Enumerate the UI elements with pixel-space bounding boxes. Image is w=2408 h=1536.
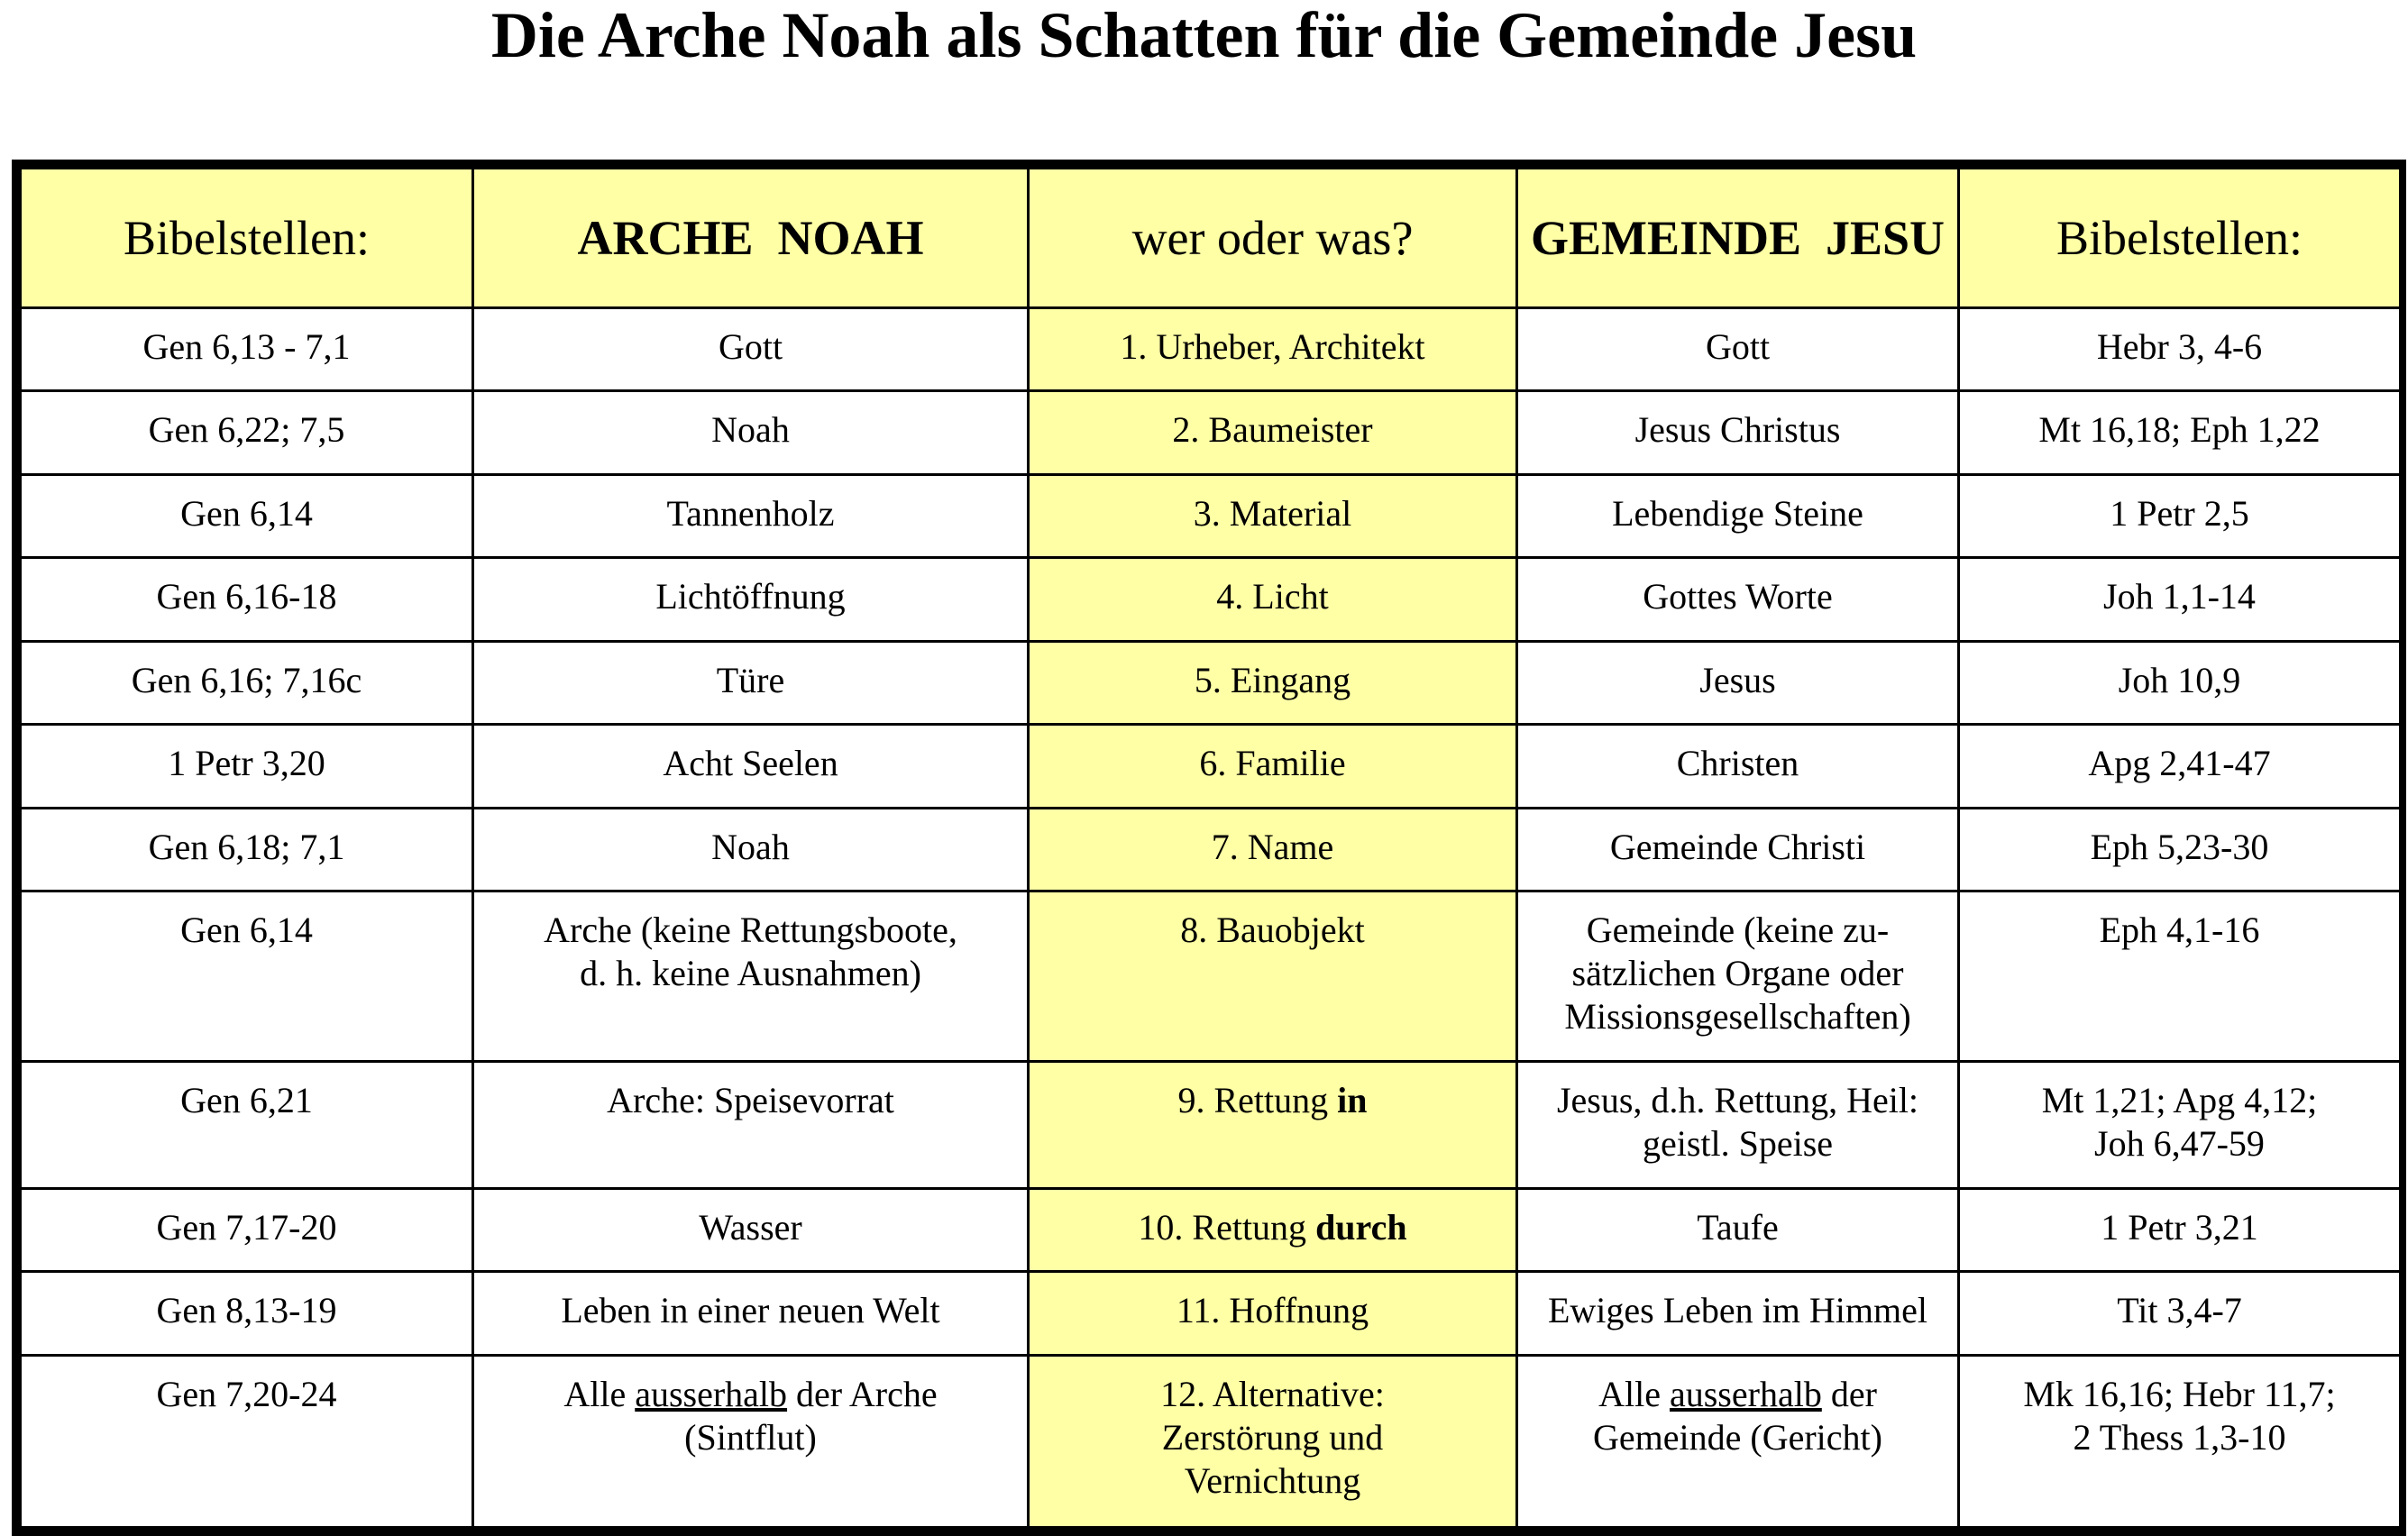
underlined-text: ausserhalb <box>635 1373 788 1414</box>
cell-line: geistl. Speise <box>1642 1123 1834 1165</box>
table-row <box>21 558 2401 641</box>
table-row <box>21 1355 2401 1527</box>
cell-ref-gemeinde: Apg 2,41-47 <box>1959 725 2401 808</box>
cell-line <box>483 1373 1018 1416</box>
cell-gemeinde: Lebendige Steine <box>1517 474 1959 557</box>
cell-arche <box>473 891 1029 1062</box>
cell-ref-gemeinde: 1 Petr 3,21 <box>1959 1188 2401 1271</box>
cell-arche: Arche: Speisevorrat <box>473 1062 1029 1189</box>
header-row <box>21 169 2401 308</box>
cell-what: 3. Material <box>1029 474 1517 557</box>
cell-ref-gemeinde: Eph 4,1-16 <box>1959 891 2401 1062</box>
cell-line: Zerstörung und <box>1161 1416 1384 1458</box>
cell-ref-gemeinde: Joh 1,1-14 <box>1959 558 2401 641</box>
cell-arche: Noah <box>473 391 1029 474</box>
header-wer-oder-was: wer oder was? <box>1029 169 1517 308</box>
cell-arche: Türe <box>473 641 1029 724</box>
cell-ref-arche: Gen 6,18; 7,1 <box>21 808 473 891</box>
cell-line: Missionsgesellschaften) <box>1564 996 1911 1038</box>
cell-line: Arche (keine Rettungsboote, <box>544 910 957 951</box>
table-row <box>21 641 2401 724</box>
cell-ref-arche: Gen 7,17-20 <box>21 1188 473 1271</box>
cell-line: Gemeinde (keine zu- <box>1586 910 1890 951</box>
cell-text: Alle <box>563 1373 636 1414</box>
cell-what: 1. Urheber, Architekt <box>1029 308 1517 391</box>
cell-text: Alle <box>1598 1373 1670 1414</box>
table-row <box>21 1272 2401 1355</box>
cell-what: 2. Baumeister <box>1029 391 1517 474</box>
cell-arche: Lichtöffnung <box>473 558 1029 641</box>
cell-gemeinde <box>1517 891 1959 1062</box>
header-gemeinde-jesu: GEMEINDE JESU <box>1517 169 1959 308</box>
cell-line: (Sintflut) <box>684 1416 817 1458</box>
cell-ref-gemeinde: Hebr 3, 4-6 <box>1959 308 2401 391</box>
table-row <box>21 725 2401 808</box>
cell-ref-arche: Gen 6,16; 7,16c <box>21 641 473 724</box>
comparison-table-frame <box>12 160 2406 1536</box>
cell-line: 2 Thess 1,3-10 <box>2073 1416 2286 1458</box>
cell-text: der Arche <box>787 1373 938 1414</box>
cell-arche: Noah <box>473 808 1029 891</box>
header-bibelstellen-left: Bibelstellen: <box>21 169 473 308</box>
cell-arche: Gott <box>473 308 1029 391</box>
emphasis-text: in <box>1337 1080 1368 1121</box>
table-row <box>21 1188 2401 1271</box>
cell-what <box>1029 1355 1517 1527</box>
header-bibelstellen-right: Bibelstellen: <box>1959 169 2401 308</box>
cell-text: 10. Rettung <box>1138 1206 1316 1248</box>
cell-ref-arche: Gen 6,22; 7,5 <box>21 391 473 474</box>
cell-ref-arche: Gen 6,14 <box>21 891 473 1062</box>
underlined-text: ausserhalb <box>1669 1373 1822 1414</box>
emphasis-text: durch <box>1315 1206 1407 1248</box>
cell-ref-arche: Gen 6,13 - 7,1 <box>21 308 473 391</box>
cell-ref-gemeinde: Tit 3,4-7 <box>1959 1272 2401 1355</box>
cell-what: 11. Hoffnung <box>1029 1272 1517 1355</box>
cell-ref-arche: Gen 6,16-18 <box>21 558 473 641</box>
cell-what: 6. Familie <box>1029 725 1517 808</box>
cell-line: Mk 16,16; Hebr 11,7; <box>2023 1373 2336 1414</box>
header-arche-noah: ARCHE NOAH <box>473 169 1029 308</box>
cell-gemeinde: Taufe <box>1517 1188 1959 1271</box>
cell-ref-gemeinde <box>1959 1355 2401 1527</box>
cell-text: 9. Rettung <box>1177 1080 1338 1121</box>
cell-line: Jesus, d.h. Rettung, Heil: <box>1556 1080 1919 1121</box>
cell-arche <box>473 1355 1029 1527</box>
table-row <box>21 391 2401 474</box>
cell-gemeinde: Ewiges Leben im Himmel <box>1517 1272 1959 1355</box>
cell-gemeinde: Jesus <box>1517 641 1959 724</box>
cell-line: Mt 1,21; Apg 4,12; <box>2041 1080 2318 1121</box>
cell-ref-arche: 1 Petr 3,20 <box>21 725 473 808</box>
cell-ref-gemeinde <box>1959 1062 2401 1189</box>
cell-gemeinde: Gemeinde Christi <box>1517 808 1959 891</box>
cell-ref-gemeinde: Joh 10,9 <box>1959 641 2401 724</box>
cell-ref-arche: Gen 7,20-24 <box>21 1355 473 1527</box>
table-row <box>21 1062 2401 1189</box>
cell-arche: Tannenholz <box>473 474 1029 557</box>
page-title: Die Arche Noah als Schatten für die Gemeinde Jesu <box>490 0 1918 71</box>
cell-what: 5. Eingang <box>1029 641 1517 724</box>
table-row <box>21 308 2401 391</box>
cell-arche: Wasser <box>473 1188 1029 1271</box>
cell-line: sätzlichen Organe oder <box>1571 953 1904 994</box>
cell-what <box>1029 1062 1517 1189</box>
cell-ref-arche: Gen 6,14 <box>21 474 473 557</box>
cell-arche: Acht Seelen <box>473 725 1029 808</box>
table-row <box>21 891 2401 1062</box>
cell-line: Gemeinde (Gericht) <box>1593 1416 1882 1458</box>
cell-ref-gemeinde: 1 Petr 2,5 <box>1959 474 2401 557</box>
cell-line: Joh 6,47-59 <box>2094 1123 2265 1165</box>
cell-ref-gemeinde: Mt 16,18; Eph 1,22 <box>1959 391 2401 474</box>
cell-gemeinde <box>1517 1062 1959 1189</box>
cell-line <box>1527 1373 1948 1416</box>
cell-what: 4. Licht <box>1029 558 1517 641</box>
comparison-table <box>19 167 2402 1529</box>
cell-gemeinde: Christen <box>1517 725 1959 808</box>
table-row <box>21 808 2401 891</box>
cell-gemeinde: Gottes Worte <box>1517 558 1959 641</box>
cell-what <box>1029 1188 1517 1271</box>
cell-arche: Leben in einer neuen Welt <box>473 1272 1029 1355</box>
cell-line: d. h. keine Ausnahmen) <box>580 953 921 994</box>
cell-ref-arche: Gen 6,21 <box>21 1062 473 1189</box>
cell-gemeinde: Jesus Christus <box>1517 391 1959 474</box>
cell-line: 12. Alternative: <box>1160 1373 1385 1414</box>
cell-gemeinde: Gott <box>1517 308 1959 391</box>
cell-gemeinde <box>1517 1355 1959 1527</box>
table-row <box>21 474 2401 557</box>
cell-text: der <box>1821 1373 1877 1414</box>
cell-ref-arche: Gen 8,13-19 <box>21 1272 473 1355</box>
cell-what: 7. Name <box>1029 808 1517 891</box>
cell-what: 8. Bauobjekt <box>1029 891 1517 1062</box>
cell-line: Vernichtung <box>1184 1459 1361 1501</box>
cell-ref-gemeinde: Eph 5,23-30 <box>1959 808 2401 891</box>
